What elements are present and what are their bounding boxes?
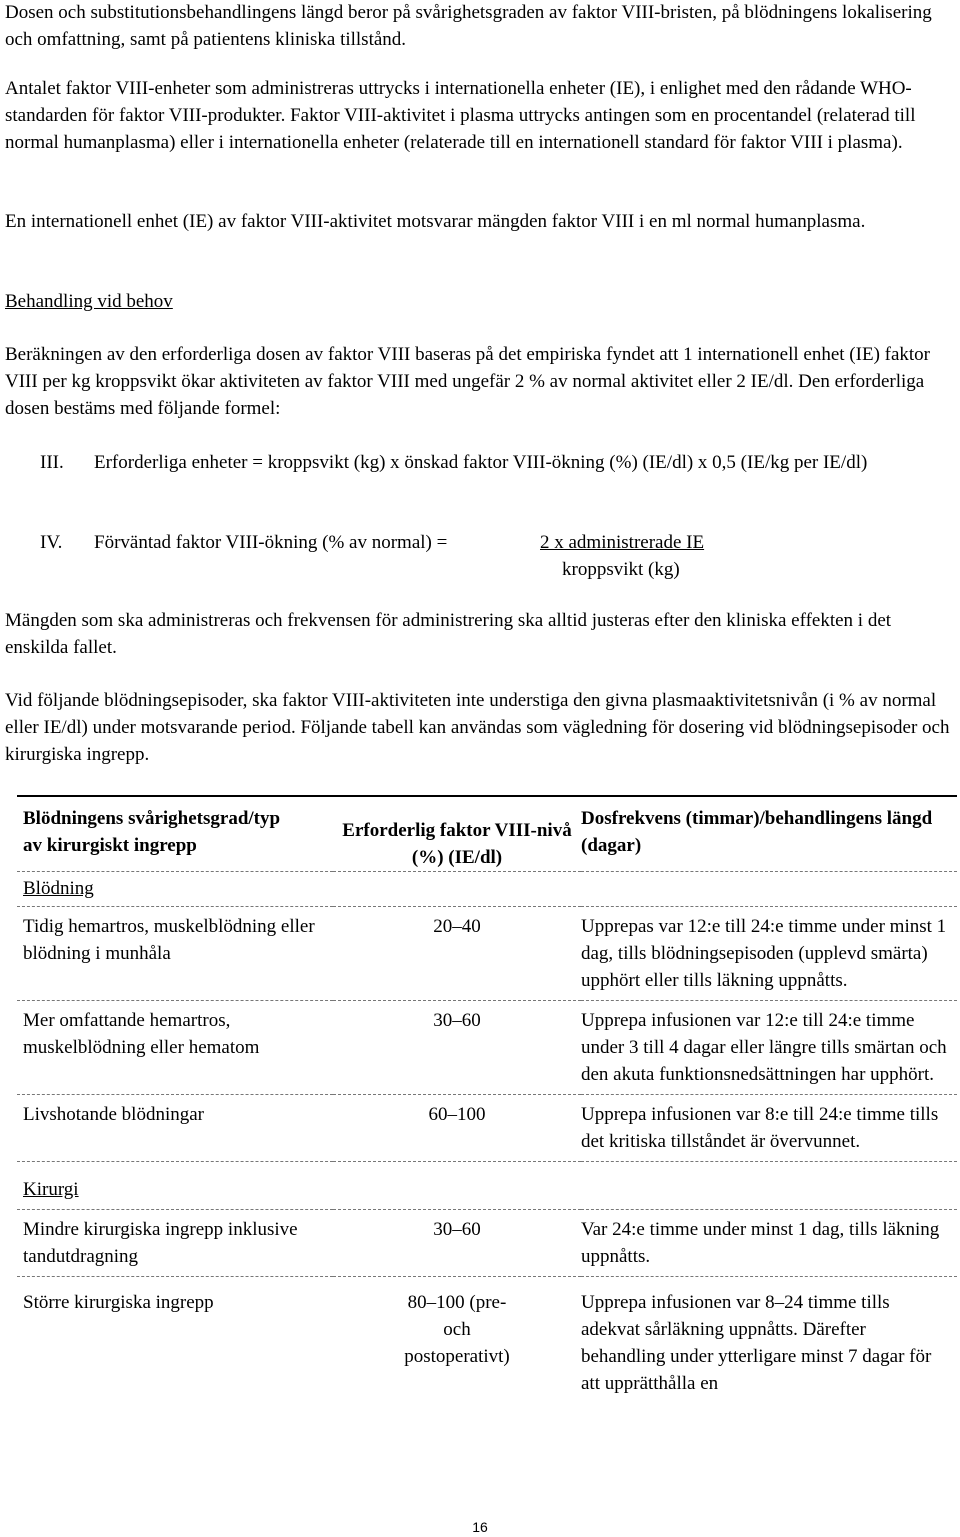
paragraph-guidance: Vid följande blödningsepisoder, ska faktor VIII-aktiviteten inte understiga den givna plasmaaktivitetsnivån (i % av normal eller IE/dl) under motsvarande period. Följande tabell kan användas som vägledning för dosering vid blödningsepisoder och kirurgiska ingrepp. (5, 690, 950, 765)
header-frequency: Dosfrekvens (timmar)/behandlingens längd (dagar) (581, 796, 957, 872)
formula-denominator: kroppsvikt (kg) (562, 559, 680, 580)
paragraph-dose-duration: Dosen och substitutionsbehandlingens längd beror på svårighetsgraden av faktor VIII-bristen, på blödningens lokalisering och omfattning, samt på patientens kliniska tillstånd. (5, 2, 932, 50)
formula-text: Erforderliga enheter = kroppsvikt (kg) x önskad faktor VIII-ökning (%) (IE/dl) x 0,5 (IE/kg per IE/dl) (94, 452, 868, 473)
row-type: Livshotande blödningar (17, 1095, 333, 1162)
row-frequency: Upprepas var 12:e till 24:e timme under minst 1 dag, tills blödningsepisoden (upplevd smärta) upphört eller tills läkning uppnåtts. (581, 907, 957, 1001)
paragraph-units: Antalet faktor VIII-enheter som administreras uttrycks i internationella enheter (IE), i enlighet med den rådande WHO-standarden för faktor VIII-produkter. Faktor VIII-aktivitet i plasma uttrycks antingen som en procentandel (relaterad till normal humanplasma) eller i internationella enheter (relaterade till en internationell standard för faktor VIII i plasma). (5, 78, 916, 153)
section-bleeding: Blödning (17, 872, 333, 907)
formula-number: III. (40, 452, 64, 473)
table-header-row (17, 796, 957, 872)
formula-numerator: 2 x administrerade IE (540, 532, 705, 553)
row-level: 30–60 (333, 1001, 581, 1095)
formula-required-units (5, 449, 950, 509)
row-level: 80–100 (pre- och postoperativt) (333, 1277, 581, 1398)
table-row (17, 1001, 957, 1095)
row-level: 20–40 (333, 907, 581, 1001)
formula-text: Förväntad faktor VIII-ökning (% av normal) = (94, 532, 448, 553)
row-type: Tidig hemartros, muskelblödning eller blödning i munhåla (17, 907, 333, 1001)
header-type: Blödningens svårighetsgrad/typ av kirurgiskt ingrepp (17, 796, 333, 872)
table-section-row (17, 872, 957, 907)
table-row (17, 1095, 957, 1162)
table-row (17, 907, 957, 1001)
table-row (17, 1277, 957, 1398)
paragraph-adjustment: Mängden som ska administreras och frekvensen för administrering ska alltid justeras efter den kliniska effekten i det enskilda fallet. (5, 610, 892, 658)
page-number: 16 (472, 1519, 488, 1535)
row-level: 60–100 (333, 1095, 581, 1162)
formula-expected-increase (5, 529, 950, 589)
row-type: Mer omfattande hemartros, muskelblödning eller hematom (17, 1001, 333, 1095)
table-section-row (17, 1162, 957, 1210)
formula-number: IV. (40, 532, 63, 553)
row-frequency: Upprepa infusionen var 12:e till 24:e timme under 3 till 4 dagar eller längre tills smärtan och den akuta funktionsnedsättningen har upphört. (581, 1001, 957, 1095)
header-level: Erforderlig faktor VIII-nivå (%) (IE/dl) (333, 796, 581, 872)
heading-on-demand-treatment: Behandling vid behov (5, 291, 173, 312)
section-surgery: Kirurgi (17, 1162, 333, 1210)
row-frequency: Upprepa infusionen var 8–24 timme tills adekvat sårläkning uppnåtts. Därefter behandling under ytterligare minst 7 dagar för att upprätthålla en (581, 1277, 957, 1398)
dosing-table (17, 795, 957, 1397)
row-frequency: Upprepa infusionen var 8:e till 24:e timme tills det kritiska tillståndet är övervunnet. (581, 1095, 957, 1162)
row-type: Större kirurgiska ingrepp (17, 1277, 333, 1398)
table-row (17, 1210, 957, 1277)
paragraph-ie-definition: En internationell enhet (IE) av faktor VIII-aktivitet motsvarar mängden faktor VIII i en ml normal humanplasma. (5, 211, 866, 232)
paragraph-dose-calculation: Beräkningen av den erforderliga dosen av faktor VIII baseras på det empiriska fyndet att 1 internationell enhet (IE) faktor VIII per kg kroppsvikt ökar aktiviteten av faktor VIII med ungefär 2 % av normal aktivitet eller 2 IE/dl. Den erforderliga dosen bestäms med följande formel: (5, 344, 931, 419)
row-frequency: Var 24:e timme under minst 1 dag, tills läkning uppnåtts. (581, 1210, 957, 1277)
row-level: 30–60 (333, 1210, 581, 1277)
row-type: Mindre kirurgiska ingrepp inklusive tandutdragning (17, 1210, 333, 1277)
